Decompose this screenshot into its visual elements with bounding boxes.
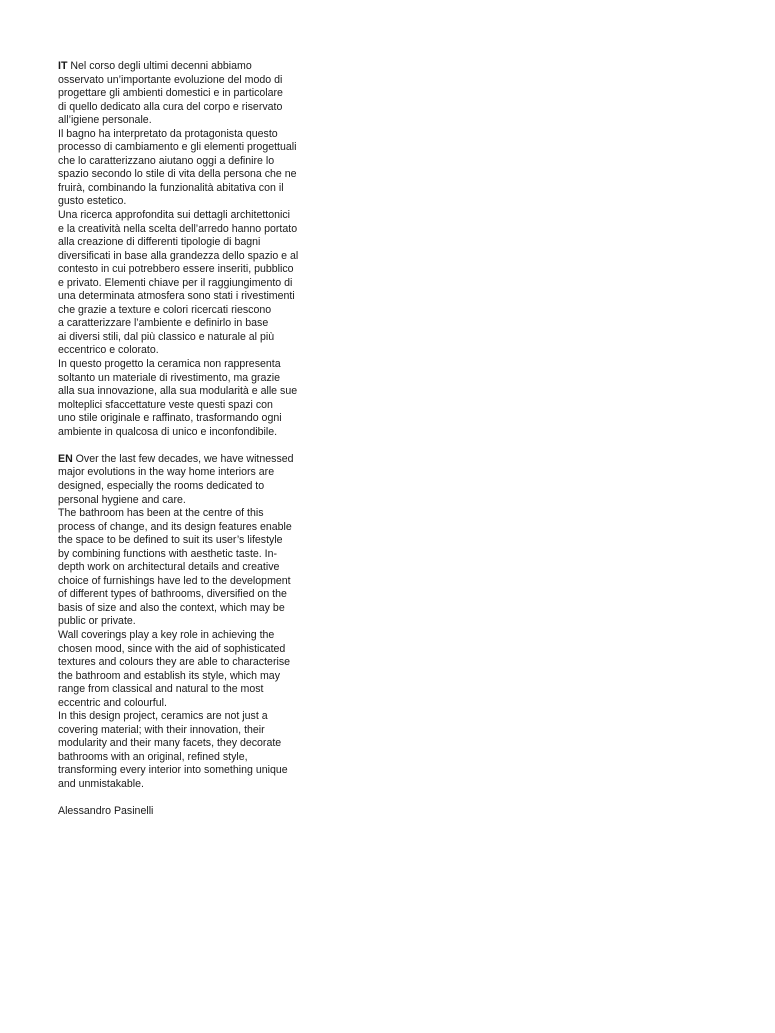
- paragraph-line: ambiente in qualcosa di unico e inconfondibile.: [58, 425, 278, 438]
- paragraph-line: fruirà, combinando la funzionalità abitativa con il: [58, 181, 284, 194]
- paragraph-line: contesto in cui potrebbero essere inseriti, pubblico: [58, 263, 294, 276]
- paragraph-line: Una ricerca approfondita sui dettagli architettonici: [58, 209, 291, 222]
- paragraph-line: bathrooms with an original, refined style,: [58, 750, 248, 763]
- paragraph-line: and unmistakable.: [58, 777, 144, 790]
- paragraph-line: Il bagno ha interpretato da protagonista questo: [58, 127, 278, 140]
- english-first-line: [58, 453, 323, 467]
- paragraph-line: by combining functions with aesthetic taste. In-: [58, 547, 278, 560]
- language-label-it: IT: [58, 60, 68, 72]
- paragraph-line: transforming every interior into something unique: [58, 764, 288, 777]
- paragraph-line: a caratterizzare l’ambiente e definirlo in base: [58, 317, 269, 330]
- paragraph-line: chosen mood, since with the aid of sophisticated: [58, 642, 286, 655]
- paragraph-line: process of change, and its design features enable: [58, 520, 292, 533]
- paragraph-line: una determinata atmosfera sono stati i rivestimenti: [58, 290, 295, 303]
- paragraph-line: Nel corso degli ultimi decenni abbiamo: [67, 60, 252, 72]
- paragraph-line: depth work on architectural details and creative: [58, 561, 280, 574]
- paragraph-line: textures and colours they are able to characterise: [58, 656, 291, 669]
- paragraph-line: personal hygiene and care.: [58, 493, 186, 506]
- paragraph-line: molteplici sfaccettature veste questi spazi con: [58, 398, 273, 411]
- language-label-en: EN: [58, 452, 73, 465]
- paragraph-line: the bathroom and establish its style, which may: [58, 669, 280, 682]
- paragraph-line: major evolutions in the way home interiors are: [58, 466, 275, 479]
- paragraph-line: Over the last few decades, we have witnessed: [72, 452, 294, 465]
- author-signature: Alessandro Pasinelli: [58, 805, 154, 818]
- paragraph-line: public or private.: [58, 615, 136, 628]
- paragraph-line: progettare gli ambienti domestici e in particolare: [58, 87, 283, 100]
- paragraph-line: ai diversi stili, dal più classico e naturale al più: [58, 330, 275, 343]
- paragraph-line: range from classical and natural to the most: [58, 683, 264, 696]
- paragraph-line: In questo progetto la ceramica non rappresenta: [58, 358, 281, 371]
- paragraph-line: basis of size and also the context, which may be: [58, 601, 285, 614]
- paragraph-line: covering material; with their innovation, their: [58, 723, 265, 736]
- paragraph-line: modularity and their many facets, they decorate: [58, 737, 282, 750]
- italian-first-line: [58, 60, 323, 74]
- paragraph-line: gusto estetico.: [58, 195, 127, 208]
- paragraph-line: e la creatività nella scelta dell’arredo hanno portato: [58, 222, 298, 235]
- paragraph-line: all’igiene personale.: [58, 114, 152, 127]
- paragraph-line: che grazie a texture e colori ricercati riescono: [58, 303, 272, 316]
- paragraph-line: uno stile originale e raffinato, trasformando ogni: [58, 412, 282, 425]
- paragraph-line: spazio secondo lo stile di vita della persona che ne: [58, 168, 297, 181]
- paragraph-line: e privato. Elementi chiave per il raggiungimento di: [58, 276, 293, 289]
- paragraph-line: choice of furnishings have led to the development: [58, 574, 291, 587]
- paragraph-line: alla sua innovazione, alla sua modularità e alle sue: [58, 385, 298, 398]
- section-spacer: [58, 439, 323, 453]
- paragraph-line: eccentric and colourful.: [58, 696, 167, 709]
- paragraph-line: processo di cambiamento e gli elementi progettuali: [58, 141, 297, 154]
- text-column: [58, 60, 323, 819]
- paragraph-line: soltanto un materiale di rivestimento, ma grazie: [58, 371, 280, 384]
- english-section: [58, 453, 323, 792]
- paragraph-line: eccentrico e colorato.: [58, 344, 159, 357]
- paragraph-line: The bathroom has been at the centre of this: [58, 507, 264, 520]
- paragraph-line: osservato un’importante evoluzione del modo di: [58, 73, 283, 86]
- paragraph-line: Wall coverings play a key role in achieving the: [58, 628, 275, 641]
- paragraph-line: In this design project, ceramics are not just a: [58, 710, 268, 723]
- paragraph-line: di quello dedicato alla cura del corpo e riservato: [58, 100, 283, 113]
- paragraph-line: the space to be defined to suit its user’s lifestyle: [58, 534, 283, 547]
- section-spacer: [58, 792, 323, 806]
- paragraph-line: che lo caratterizzano aiutano oggi a definire lo: [58, 154, 275, 167]
- italian-section: [58, 60, 323, 439]
- paragraph-line: of different types of bathrooms, diversified on the: [58, 588, 287, 601]
- paragraph-line: alla creazione di differenti tipologie di bagni: [58, 236, 261, 249]
- paragraph-line: designed, especially the rooms dedicated to: [58, 479, 265, 492]
- paragraph-line: diversificati in base alla grandezza dello spazio e al: [58, 249, 299, 262]
